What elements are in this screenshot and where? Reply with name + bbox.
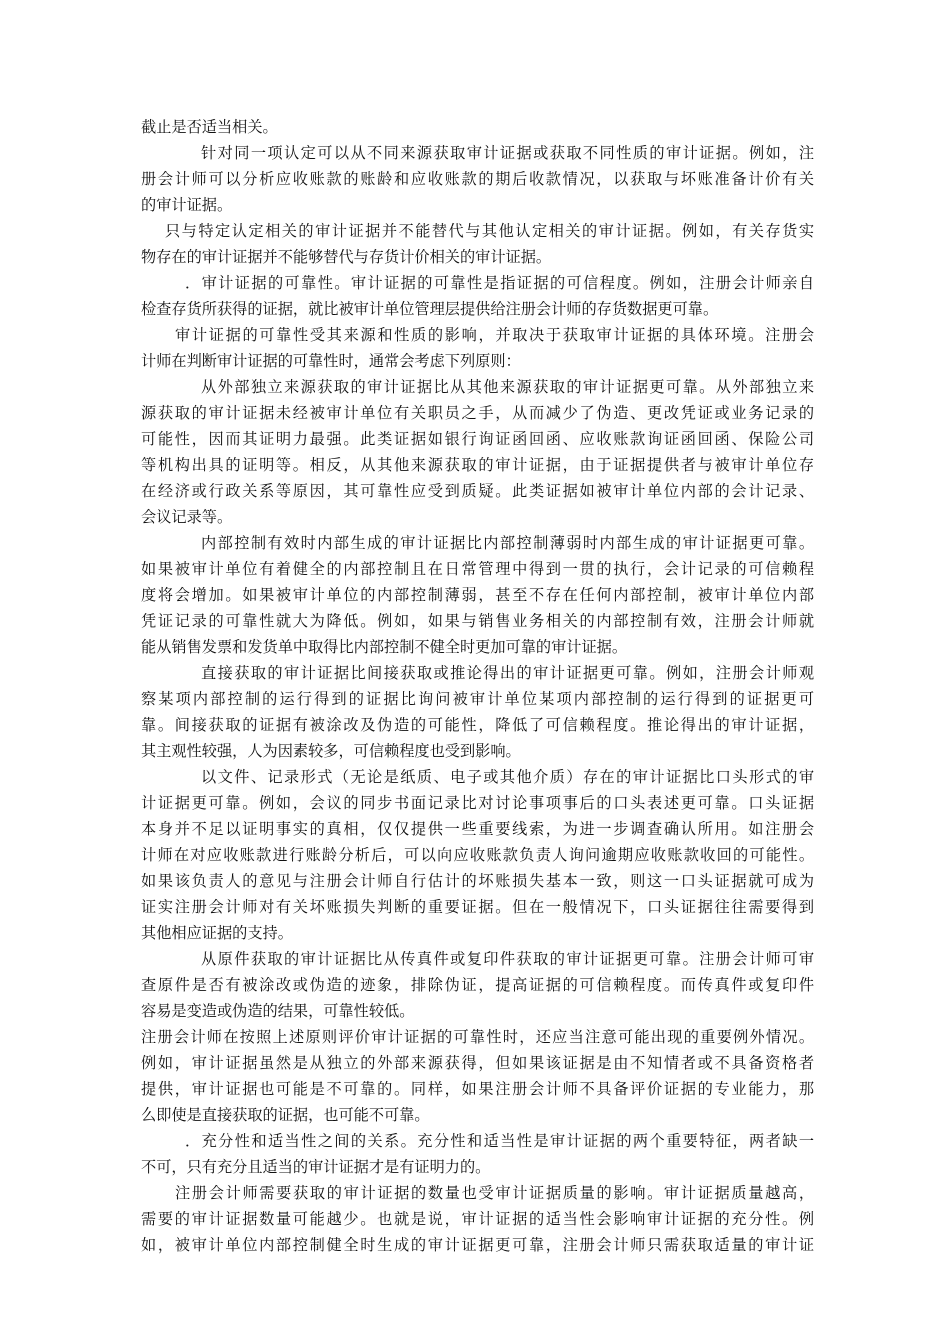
text-line: 计师在判断审计证据的可靠性时，通常会考虑下列原则： [141, 352, 521, 370]
text-line: 会议记录等。 [141, 508, 233, 526]
text-line: 从外部独立来源获取的审计证据比从其他来源获取的审计证据更可靠。从外部独立来 [201, 378, 814, 396]
text-line: 凭证记录的可靠性就大为降低。例如，如果与销售业务相关的内部控制有效，注册会计师就 [141, 612, 814, 630]
text-line: 直接获取的审计证据比间接获取或推论得出的审计证据更可靠。例如，注册会计师观 [201, 664, 814, 682]
text-line: 以文件、记录形式（无论是纸质、电子或其他介质）存在的审计证据比口头形式的审 [201, 768, 814, 786]
text-line: 本身并不足以证明事实的真相，仅仅提供一些重要线索，为进一步调查确认所用。如注册会 [141, 820, 814, 838]
text-line: 靠。间接获取的证据有被涂改及伪造的可能性，降低了可信赖程度。推论得出的审计证据， [141, 716, 814, 734]
text-line: 检查存货所获得的证据，就比被审计单位管理层提供给注册会计师的存货数据更可靠。 [141, 300, 719, 318]
text-line: 查原件是否有被涂改或伪造的迹象，排除伪证，提高证据的可信赖程度。而传真件或复印件 [141, 976, 814, 994]
text-line: 提供，审计证据也可能是不可靠的。同样，如果注册会计师不具备评价证据的专业能力，那 [141, 1080, 814, 1098]
text-line: 截止是否适当相关。 [141, 118, 278, 136]
text-line: 其他相应证据的支持。 [141, 924, 293, 942]
text-line: 计证据更可靠。例如，会议的同步书面记录比对讨论事项事后的口头表述更可靠。口头证据 [141, 794, 814, 812]
text-line: ．审计证据的可靠性。审计证据的可靠性是指证据的可信程度。例如，注册会计师亲自 [185, 274, 814, 292]
text-line: 么即使是直接获取的证据，也可能不可靠。 [141, 1106, 430, 1124]
text-line: 例如，审计证据虽然是从独立的外部来源获得，但如果该证据是由不知情者或不具备资格者 [141, 1054, 814, 1072]
text-line: 可能性，因而其证明力最强。此类证据如银行询证函回函、应收账款询证函回函、保险公司 [141, 430, 814, 448]
text-line: 册会计师可以分析应收账款的账龄和应收账款的期后收款情况，以获取与坏账准备计价有关 [141, 170, 814, 188]
text-line: 如，被审计单位内部控制健全时生成的审计证据更可靠，注册会计师只需获取适量的审计证 [141, 1236, 814, 1254]
text-line: 容易是变造或伪造的结果，可靠性较低。 [141, 1002, 415, 1020]
text-line: 从原件获取的审计证据比从传真件或复印件获取的审计证据更可靠。注册会计师可审 [201, 950, 814, 968]
text-line: 在经济或行政关系等原因，其可靠性应受到质疑。此类证据如被审计单位内部的会计记录、 [141, 482, 814, 500]
text-line: 内部控制有效时内部生成的审计证据比内部控制薄弱时内部生成的审计证据更可靠。 [201, 534, 814, 552]
text-line: 针对同一项认定可以从不同来源获取审计证据或获取不同性质的审计证据。例如，注 [201, 144, 814, 162]
text-line: 如果被审计单位有着健全的内部控制且在日常管理中得到一贯的执行，会计记录的可信赖程 [141, 560, 814, 578]
text-line: 物存在的审计证据并不能够替代与存货计价相关的审计证据。 [141, 248, 552, 266]
text-line: 能从销售发票和发货单中取得比内部控制不健全时更加可靠的审计证据。 [141, 638, 627, 656]
text-line: 注册会计师需要获取的审计证据的数量也受审计证据质量的影响。审计证据质量越高， [175, 1184, 814, 1202]
text-line: 源获取的审计证据未经被审计单位有关职员之手，从而减少了伪造、更改凭证或业务记录的 [141, 404, 814, 422]
text-line: 度将会增加。如果被审计单位的内部控制薄弱，甚至不存在任何内部控制，被审计单位内部 [141, 586, 814, 604]
text-line: 察某项内部控制的运行得到的证据比询问被审计单位某项内部控制的运行得到的证据更可 [141, 690, 814, 708]
text-line: 证实注册会计师对有关坏账损失判断的重要证据。但在一般情况下，口头证据往往需要得到 [141, 898, 814, 916]
text-line: ．充分性和适当性之间的关系。充分性和适当性是审计证据的两个重要特征，两者缺一 [185, 1132, 814, 1150]
text-line: 注册会计师在按照上述原则评价审计证据的可靠性时，还应当注意可能出现的重要例外情况。 [141, 1028, 814, 1046]
text-line: 审计证据的可靠性受其来源和性质的影响，并取决于获取审计证据的具体环境。注册会 [175, 326, 814, 344]
text-line: 需要的审计证据数量可能越少。也就是说，审计证据的适当性会影响审计证据的充分性。例 [141, 1210, 814, 1228]
text-line: 的审计证据。 [141, 196, 233, 214]
text-line: 不可，只有充分且适当的审计证据才是有证明力的。 [141, 1158, 491, 1176]
text-line: 如果该负责人的意见与注册会计师自行估计的坏账损失基本一致，则这一口头证据就可成为 [141, 872, 814, 890]
text-line: 其主观性较强，人为因素较多，可信赖程度也受到影响。 [141, 742, 521, 760]
text-line: 计师在对应收账款进行账龄分析后，可以向应收账款负责人询问逾期应收账款收回的可能性。 [141, 846, 814, 864]
text-line: 等机构出具的证明等。相反，从其他来源获取的审计证据，由于证据提供者与被审计单位存 [141, 456, 814, 474]
text-line: 只与特定认定相关的审计证据并不能替代与其他认定相关的审计证据。例如，有关存货实 [165, 222, 814, 240]
